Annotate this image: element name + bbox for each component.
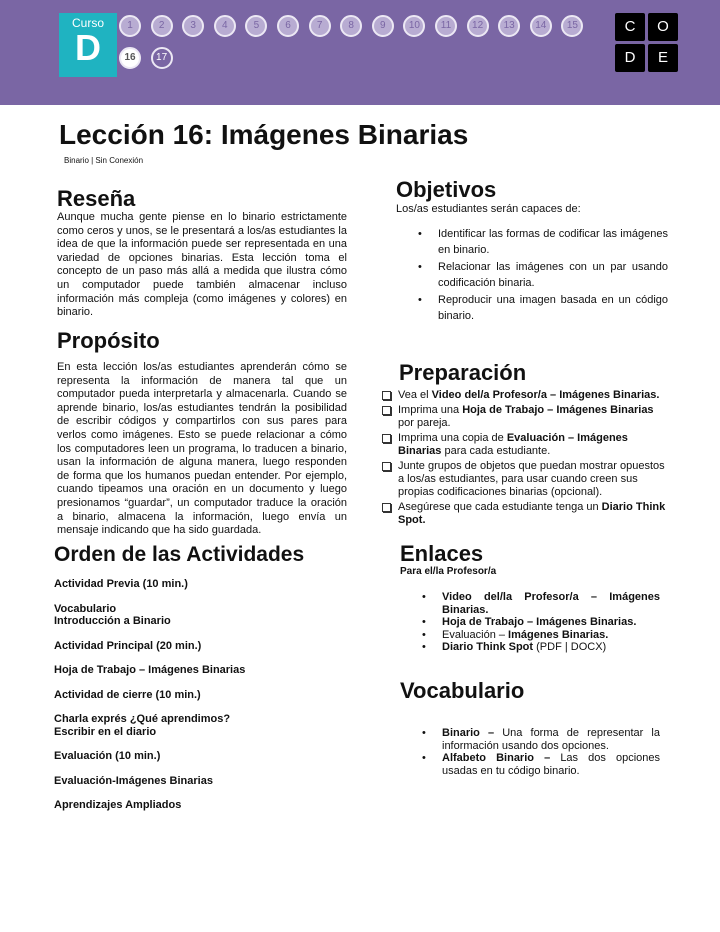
vocabulario-heading: Vocabulario bbox=[400, 678, 525, 703]
text-segment: Imprima una bbox=[398, 404, 463, 416]
lesson-17-button[interactable]: 17 bbox=[151, 47, 173, 69]
orden-heading: Orden de las Actividades bbox=[54, 543, 305, 566]
text-segment: Video del/la Profesor/a – Imágenes Binarias. bbox=[442, 591, 660, 616]
text-segment: Diario Think Spot. bbox=[398, 501, 666, 526]
activity-item: Aprendizajes Ampliados bbox=[54, 799, 182, 811]
activity-group bbox=[54, 578, 344, 591]
link-item bbox=[400, 591, 660, 616]
activity-item: Evaluación (10 min.) bbox=[54, 750, 161, 762]
text-segment: por pareja. bbox=[398, 417, 451, 429]
text-segment: Binario – bbox=[442, 727, 495, 739]
lesson-10-button[interactable]: 10 bbox=[403, 15, 425, 37]
vocabulario-list bbox=[400, 727, 660, 777]
text-segment: Imágenes Binarias. bbox=[508, 628, 609, 641]
checklist-item bbox=[380, 432, 668, 458]
logo-letter: E bbox=[648, 44, 678, 72]
lesson-15-button[interactable]: 15 bbox=[561, 15, 583, 37]
header-banner bbox=[0, 0, 720, 105]
course-label: Curso bbox=[71, 16, 104, 30]
text-segment: Video del/a Profesor/a – Imágenes Binarias. bbox=[431, 389, 660, 401]
activity-group bbox=[54, 689, 344, 702]
course-badge bbox=[59, 13, 117, 77]
activity-item: Actividad Principal (20 min.) bbox=[54, 639, 202, 652]
text-segment: Alfabeto Binario – bbox=[442, 752, 551, 764]
text-segment: Diario Think Spot bbox=[442, 641, 534, 653]
lesson-13-button[interactable]: 13 bbox=[498, 15, 520, 37]
lesson-4-button[interactable]: 4 bbox=[214, 15, 236, 37]
vocab-item bbox=[400, 727, 660, 752]
text-segment: para cada estudiante. bbox=[441, 445, 551, 457]
activity-group bbox=[54, 799, 344, 812]
enlaces-list bbox=[400, 591, 660, 654]
link-item bbox=[400, 629, 660, 642]
link-item bbox=[400, 616, 660, 629]
logo-letter: C bbox=[615, 13, 645, 41]
text-segment: Hoja de Trabajo – Imágenes Binarias bbox=[462, 404, 654, 416]
activity-item: Hoja de Trabajo – Imágenes Binarias bbox=[54, 664, 246, 676]
activity-group bbox=[54, 664, 344, 677]
activity-item: Charla exprés ¿Qué aprendimos? bbox=[54, 713, 231, 725]
text-segment: Las dos opciones usadas en tu código binario. bbox=[442, 752, 661, 777]
lesson-1-button[interactable]: 1 bbox=[119, 15, 141, 37]
preparacion-checklist bbox=[380, 389, 668, 529]
preparacion-heading: Preparación bbox=[399, 360, 527, 385]
lesson-6-button[interactable]: 6 bbox=[277, 15, 299, 37]
page-title: Lección 16: Imágenes Binarias bbox=[59, 119, 469, 150]
objective-item: • Identificar las formas de codificar las imágenes en binario. bbox=[396, 226, 668, 258]
logo-letter: D bbox=[615, 44, 645, 72]
text-segment: Evaluación – bbox=[442, 628, 509, 641]
text-segment: Asegúrese que cada estudiante tenga un bbox=[398, 501, 602, 513]
objetivos-list bbox=[396, 226, 668, 325]
text-segment: Una forma de representar la información usando dos opciones. bbox=[442, 727, 660, 752]
code-logo bbox=[615, 13, 681, 73]
activity-item: Actividad Previa (10 min.) bbox=[54, 578, 188, 590]
activity-group bbox=[54, 775, 344, 788]
lesson-16-button[interactable]: 16 bbox=[119, 47, 141, 69]
activity-item: Actividad de cierre (10 min.) bbox=[54, 688, 201, 701]
text-segment: Vea el bbox=[398, 389, 432, 401]
lesson-3-button[interactable]: 3 bbox=[182, 15, 204, 37]
enlaces-heading: Enlaces bbox=[400, 541, 484, 566]
activity-item: Introducción a Binario bbox=[54, 615, 171, 627]
text-segment: Hoja de Trabajo – Imágenes Binarias. bbox=[442, 616, 637, 628]
activity-item: Escribir en el diario bbox=[54, 725, 157, 738]
activity-group bbox=[54, 750, 344, 763]
activity-group bbox=[54, 713, 344, 738]
checklist-item bbox=[380, 404, 668, 430]
lesson-2-button[interactable]: 2 bbox=[151, 15, 173, 37]
checklist-item bbox=[380, 501, 668, 527]
activity-item: Evaluación-Imágenes Binarias bbox=[54, 774, 213, 787]
course-letter: D bbox=[75, 27, 101, 68]
enlaces-sub: Para el/la Profesor/a bbox=[400, 566, 497, 577]
checklist-item bbox=[380, 389, 668, 402]
text-segment: Imprima una copia de bbox=[398, 432, 507, 444]
lesson-14-button[interactable]: 14 bbox=[530, 15, 552, 37]
activity-item: Vocabulario bbox=[54, 602, 117, 615]
text-segment: Junte grupos de objetos que puedan mostrar opuestos a los/as estudiantes, para usar cuando creen sus propias codificaciones binarias (opcional). bbox=[398, 460, 665, 498]
lesson-5-button[interactable]: 5 bbox=[245, 15, 267, 37]
text-segment: Evaluación – Imágenes Binarias bbox=[398, 432, 628, 457]
proposito-text: En esta lección los/as estudiantes aprenderán cómo se representa la información de manera tal que un computador pueda interpretarla y almacenarla. Cuando se aprende binario, los/as estudiantes tendrán la posibilidad de escribir códigos y compartirlos con sus pares para verlos como imágenes. Esto se puede relacionar a cómo los computadores leen un programa, lo traducen a binario, usan la información de alguna manera, luego responden de forma que los humanos puedan entender. Por ejemplo, cuando tipeamos una oración en un documento y luego presionamos “guardar”, un computador traduce la oración a binario, almacena la información, luego envía un mensaje indicando que ha sido guardada. bbox=[57, 361, 347, 537]
lesson-11-button[interactable]: 11 bbox=[435, 15, 457, 37]
lesson-7-button[interactable]: 7 bbox=[309, 15, 331, 37]
activity-group bbox=[54, 640, 344, 653]
checklist-item bbox=[380, 460, 668, 499]
activity-group bbox=[54, 603, 344, 628]
resena-heading: Reseña bbox=[57, 186, 136, 211]
lesson-8-button[interactable]: 8 bbox=[340, 15, 362, 37]
lesson-12-button[interactable]: 12 bbox=[467, 15, 489, 37]
link-item bbox=[400, 641, 660, 654]
resena-text: Aunque mucha gente piense en lo binario estrictamente como ceros y unos, se le presentará a los/as estudiantes la idea de que la información puede ser representada en una variedad de opciones binarias. Esta lección toma el concepto de un paso más allá a medida que ilustra cómo un computador puede también almacenar incluso información más compleja (como imágenes y colores) en binario. bbox=[57, 211, 347, 319]
subtitle: Binario | Sin Conexión bbox=[64, 156, 144, 165]
activity-list bbox=[54, 578, 344, 824]
logo-letter: O bbox=[648, 13, 678, 41]
vocab-item bbox=[400, 752, 660, 777]
objective-item: • Reproducir una imagen basada en un código binario. bbox=[396, 292, 668, 324]
objective-item: • Relacionar las imágenes con un par usando codificación binaria. bbox=[396, 259, 668, 291]
objetivos-heading: Objetivos bbox=[396, 177, 497, 202]
text-segment: (PDF | DOCX) bbox=[533, 641, 607, 653]
proposito-heading: Propósito bbox=[57, 328, 160, 353]
lesson-9-button[interactable]: 9 bbox=[372, 15, 394, 37]
objetivos-intro: Los/as estudiantes serán capaces de: bbox=[396, 203, 581, 215]
